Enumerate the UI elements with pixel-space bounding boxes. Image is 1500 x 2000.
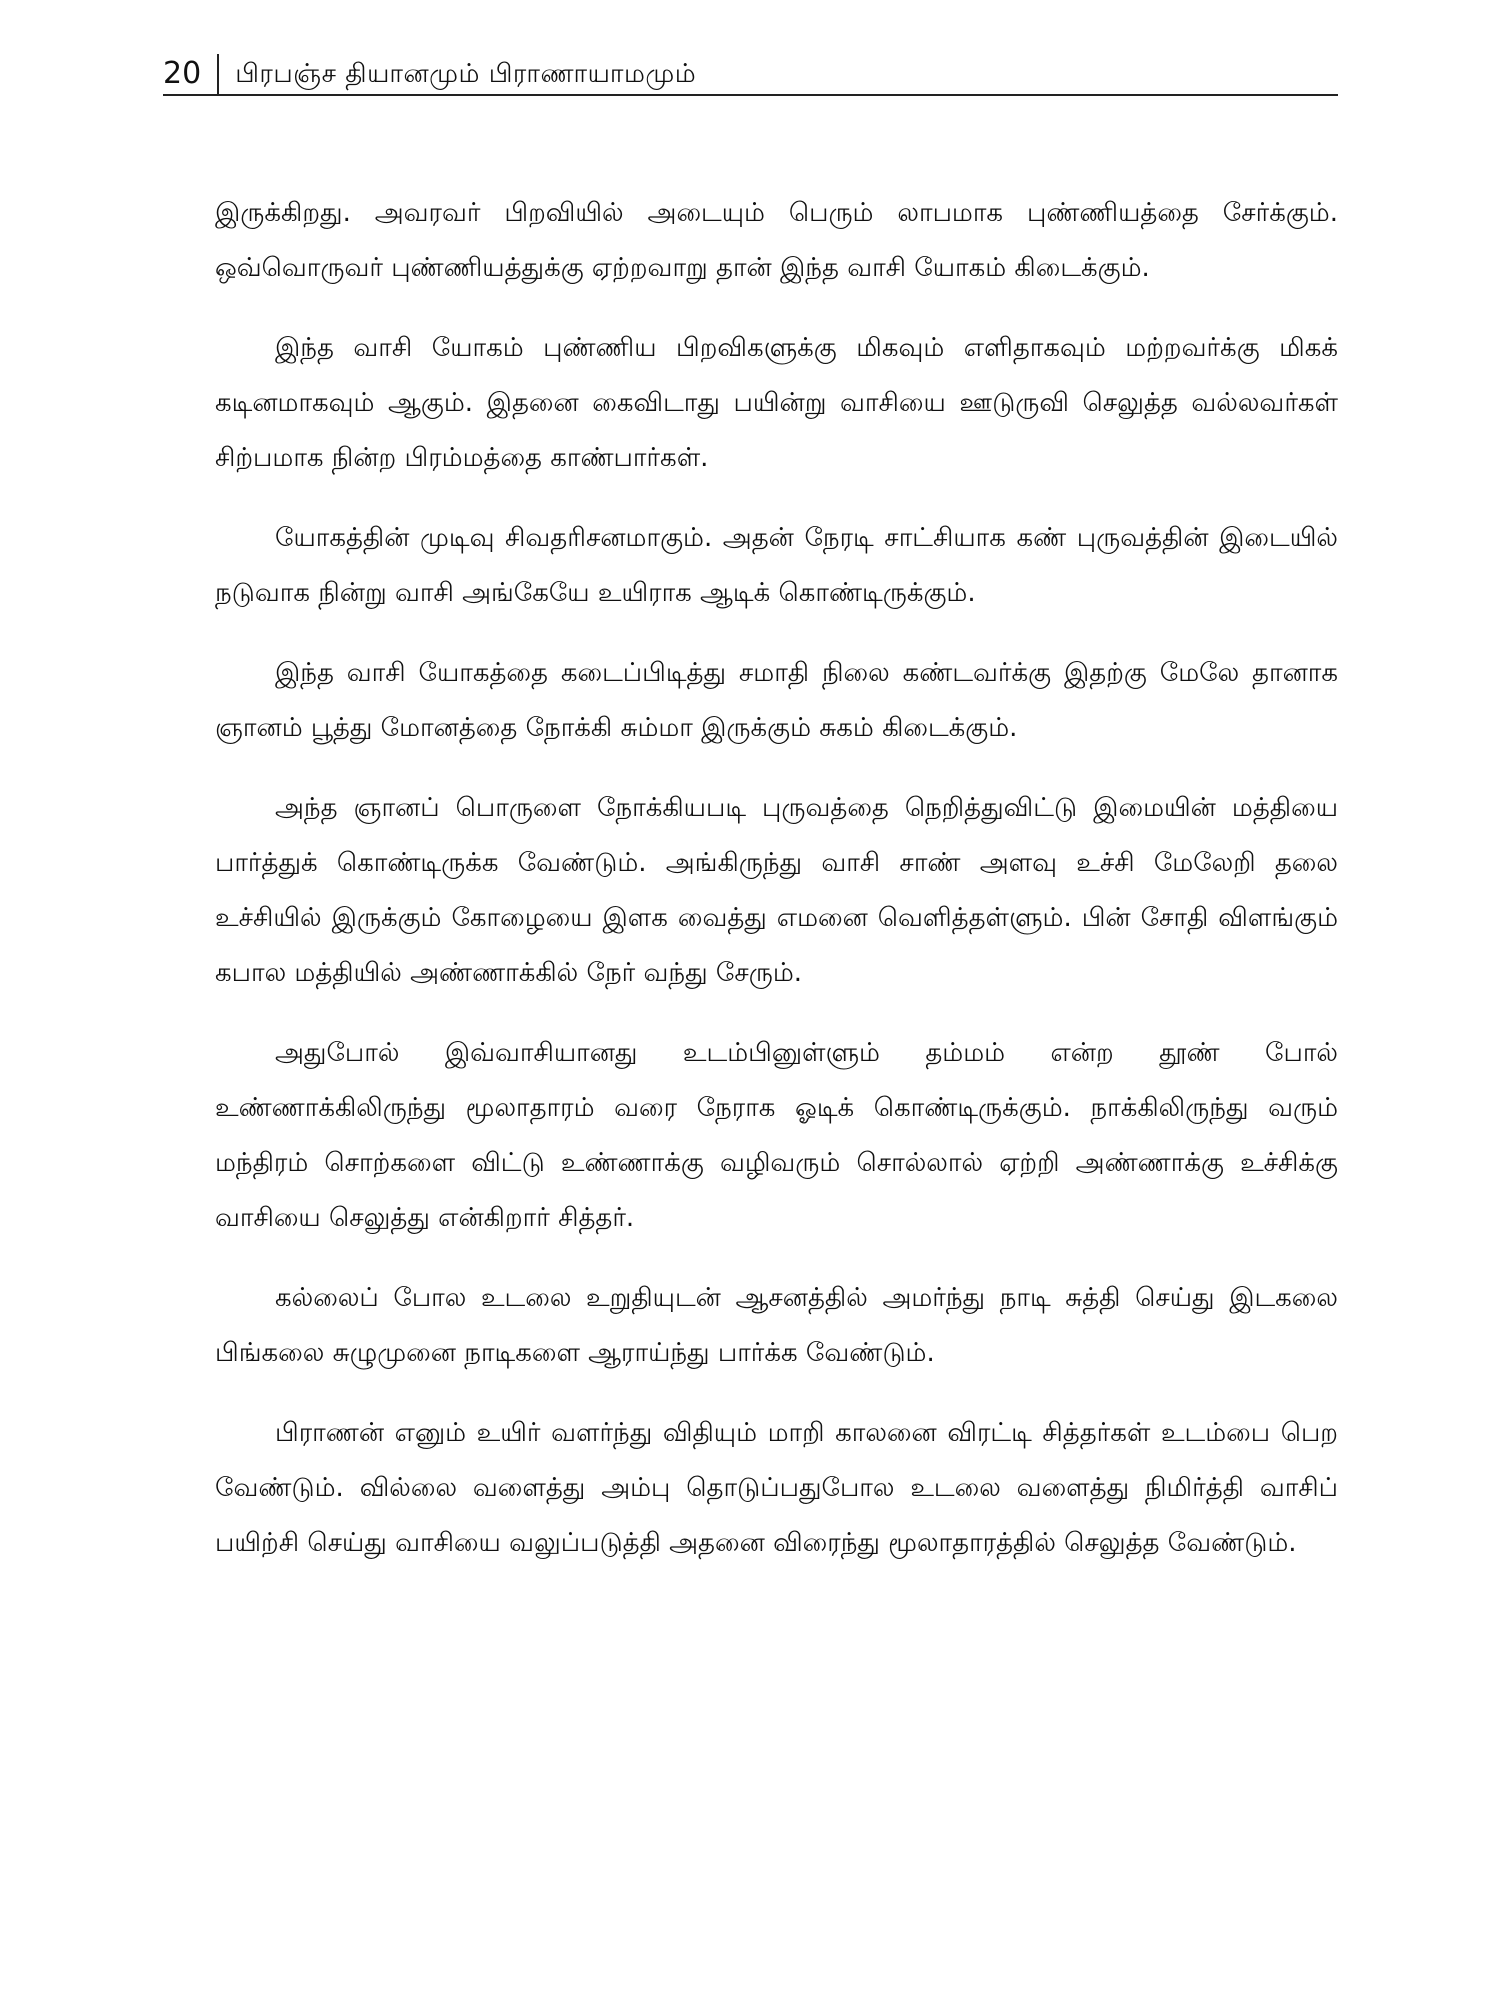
paragraph-1: இருக்கிறது. அவரவர் பிறவியில் அடையும் பெரும் லாபமாக புண்ணியத்தை சேர்க்கும். ஒவ்வொருவர் புண்ணியத்துக்கு ஏற்றவாறு தான் இந்த வாசி யோகம் கிடைக்கும்.: [215, 198, 1338, 283]
paragraph-5: அந்த ஞானப் பொருளை நோக்கியபடி புருவத்தை நெறித்துவிட்டு இமையின் மத்தியை பார்த்துக் கொண்டிருக்க வேண்டும். அங்கிருந்து வாசி சாண் அளவு உச்சி மேலேறி தலை உச்சியில் இருக்கும் கோழையை இளக வைத்து எமனை வெளித்தள்ளும். பின் சோதி விளங்கும் கபால மத்தியில் அண்ணாக்கில் நேர் வந்து சேரும்.: [215, 793, 1338, 988]
paragraph-3: யோகத்தின் முடிவு சிவதரிசனமாகும். அதன் நேரடி சாட்சியாக கண் புருவத்தின் இடையில் நடுவாக நின்று வாசி அங்கேயே உயிராக ஆடிக் கொண்டிருக்கும்.: [215, 523, 1338, 608]
paragraph-7: கல்லைப் போல உடலை உறுதியுடன் ஆசனத்தில் அமர்ந்து நாடி சுத்தி செய்து இடகலை பிங்கலை சுழுமுனை நாடிகளை ஆராய்ந்து பார்க்க வேண்டும்.: [215, 1283, 1338, 1368]
paragraph-6: அதுபோல் இவ்வாசியானது உடம்பினுள்ளும் தம்மம் என்ற தூண் போல் உண்ணாக்கிலிருந்து மூலாதாரம் வரை நேராக ஓடிக் கொண்டிருக்கும். நாக்கிலிருந்து வரும் மந்திரம் சொற்களை விட்டு உண்ணாக்கு வழிவரும் சொல்லால் ஏற்றி அண்ணாக்கு உச்சிக்கு வாசியை செலுத்து என்கிறார் சித்தர்.: [215, 1038, 1338, 1233]
running-title: பிரபஞ்ச தியானமும் பிராணாயாமமும்: [235, 59, 697, 89]
page-body: [215, 186, 1338, 1596]
header-separator: [217, 54, 219, 94]
page-header: [163, 48, 1338, 94]
header-rule: [163, 94, 1338, 96]
paragraph-8: பிராணன் எனும் உயிர் வளர்ந்து விதியும் மாறி காலனை விரட்டி சித்தர்கள் உடம்பை பெற வேண்டும். வில்லை வளைத்து அம்பு தொடுப்பதுபோல உடலை வளைத்து நிமிர்த்தி வாசிப் பயிற்சி செய்து வாசியை வலுப்படுத்தி அதனை விரைந்து மூலாதாரத்தில் செலுத்த வேண்டும்.: [215, 1418, 1339, 1558]
paragraph-4: இந்த வாசி யோகத்தை கடைப்பிடித்து சமாதி நிலை கண்டவர்க்கு இதற்கு மேலே தானாக ஞானம் பூத்து மோனத்தை நோக்கி சும்மா இருக்கும் சுகம் கிடைக்கும்.: [215, 658, 1338, 743]
paragraph-2: இந்த வாசி யோகம் புண்ணிய பிறவிகளுக்கு மிகவும் எளிதாகவும் மற்றவர்க்கு மிகக் கடினமாகவும் ஆகும். இதனை கைவிடாது பயின்று வாசியை ஊடுருவி செலுத்த வல்லவர்கள் சிற்பமாக நின்ற பிரம்மத்தை காண்பார்கள்.: [215, 333, 1338, 473]
page-number: 20: [163, 56, 202, 91]
